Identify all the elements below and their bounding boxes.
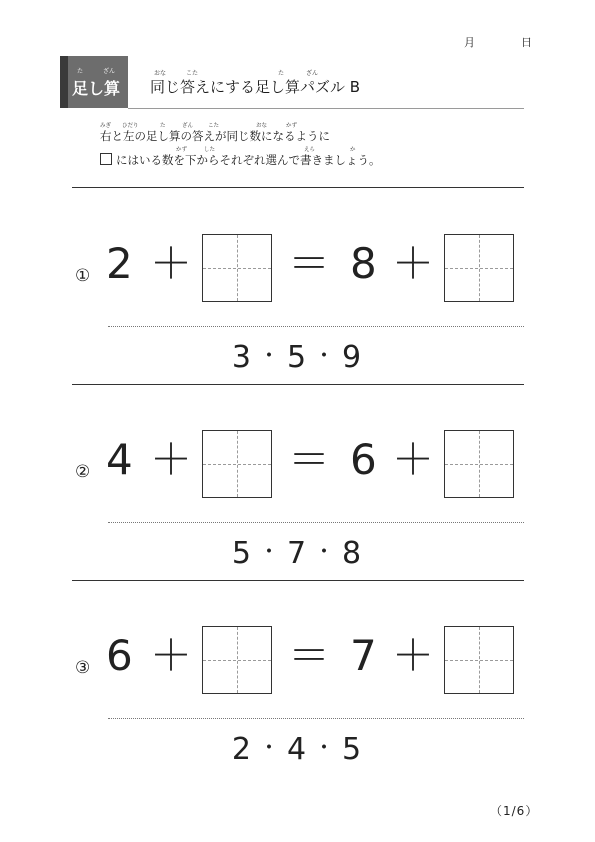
answer-box-left[interactable] xyxy=(202,626,272,694)
dotted-separator xyxy=(108,522,524,523)
equals-sign: ＝ xyxy=(288,631,331,680)
choice-separator: ・ xyxy=(257,344,282,369)
equals-sign: ＝ xyxy=(288,435,331,484)
plus-sign: ＋ xyxy=(150,239,193,288)
problem-2 xyxy=(0,382,595,578)
tag-ruby-1: た xyxy=(77,68,84,75)
choice-value: 3 xyxy=(231,340,253,375)
blank-box-icon xyxy=(100,153,112,165)
answer-box-right[interactable] xyxy=(444,234,514,302)
choice-value: 2 xyxy=(231,732,253,767)
plus-sign: ＋ xyxy=(392,631,435,680)
title-ruby-1: おな xyxy=(154,70,167,77)
left-number: 6 xyxy=(106,631,133,680)
choice-value: 7 xyxy=(286,536,309,571)
plus-sign: ＋ xyxy=(392,239,435,288)
title-ruby-4: ざん xyxy=(306,70,319,77)
choice-value: 9 xyxy=(342,340,364,375)
problem-1 xyxy=(0,186,595,382)
instr-ruby-6: おな xyxy=(256,123,268,129)
page-title: 同じ答えにする足し算パズル B xyxy=(150,78,361,96)
equals-sign: ＝ xyxy=(288,239,331,288)
instr-ruby-3: た xyxy=(160,123,166,129)
answer-box-right[interactable] xyxy=(444,626,514,694)
problem-number: ① xyxy=(75,266,91,286)
instr-ruby-2: ひだり xyxy=(122,123,139,129)
choice-list xyxy=(0,339,595,375)
choice-separator: ・ xyxy=(313,540,338,565)
date-month-label: 月 xyxy=(464,36,475,49)
instr-ruby-8: かず xyxy=(176,147,188,153)
instr-ruby-4: ざん xyxy=(182,123,194,129)
date-day-label: 日 xyxy=(521,36,532,49)
choice-value: 5 xyxy=(231,536,253,571)
plus-sign: ＋ xyxy=(392,435,435,484)
choice-separator: ・ xyxy=(257,540,282,565)
page-number: （1/6） xyxy=(490,804,539,818)
left-number: 4 xyxy=(106,435,133,484)
instr-ruby-5: こた xyxy=(208,123,220,129)
answer-box-left[interactable] xyxy=(202,430,272,498)
right-number: 7 xyxy=(350,631,377,680)
choice-list xyxy=(0,535,595,571)
choice-separator: ・ xyxy=(313,736,338,761)
answer-box-left[interactable] xyxy=(202,234,272,302)
choice-value: 5 xyxy=(286,340,309,375)
plus-sign: ＋ xyxy=(150,631,193,680)
instr-ruby-7: かず xyxy=(286,123,298,129)
choice-list xyxy=(0,731,595,767)
right-number: 6 xyxy=(350,435,377,484)
dotted-separator xyxy=(108,718,524,719)
problem-3 xyxy=(0,578,595,774)
instr-ruby-11: か xyxy=(350,147,356,153)
instr-ruby-9: した xyxy=(204,147,216,153)
category-tag xyxy=(60,56,128,108)
choice-separator: ・ xyxy=(257,736,282,761)
problem-number: ③ xyxy=(75,658,91,678)
title-ruby-2: こた xyxy=(186,70,199,77)
dotted-separator xyxy=(108,326,524,327)
choice-value: 8 xyxy=(342,536,364,571)
title-ruby-3: た xyxy=(278,70,285,77)
choice-separator: ・ xyxy=(313,344,338,369)
tag-label: 足し算 xyxy=(72,79,121,98)
left-number: 2 xyxy=(106,239,133,288)
instr-ruby-1: みぎ xyxy=(100,123,112,129)
choice-value: 5 xyxy=(342,732,364,767)
plus-sign: ＋ xyxy=(150,435,193,484)
choice-value: 4 xyxy=(286,732,309,767)
instruction-line-1: 右と左の足し算の答えが同じ数になるように xyxy=(100,129,330,143)
instr-ruby-10: えら xyxy=(304,147,316,153)
tag-ruby-2: ざん xyxy=(103,68,116,75)
answer-box-right[interactable] xyxy=(444,430,514,498)
right-number: 8 xyxy=(350,239,377,288)
instruction-line-2: にはいる数を下からそれぞれ選んで書きましょう。 xyxy=(116,153,381,167)
problem-number: ② xyxy=(75,462,91,482)
title-underline xyxy=(128,108,524,109)
